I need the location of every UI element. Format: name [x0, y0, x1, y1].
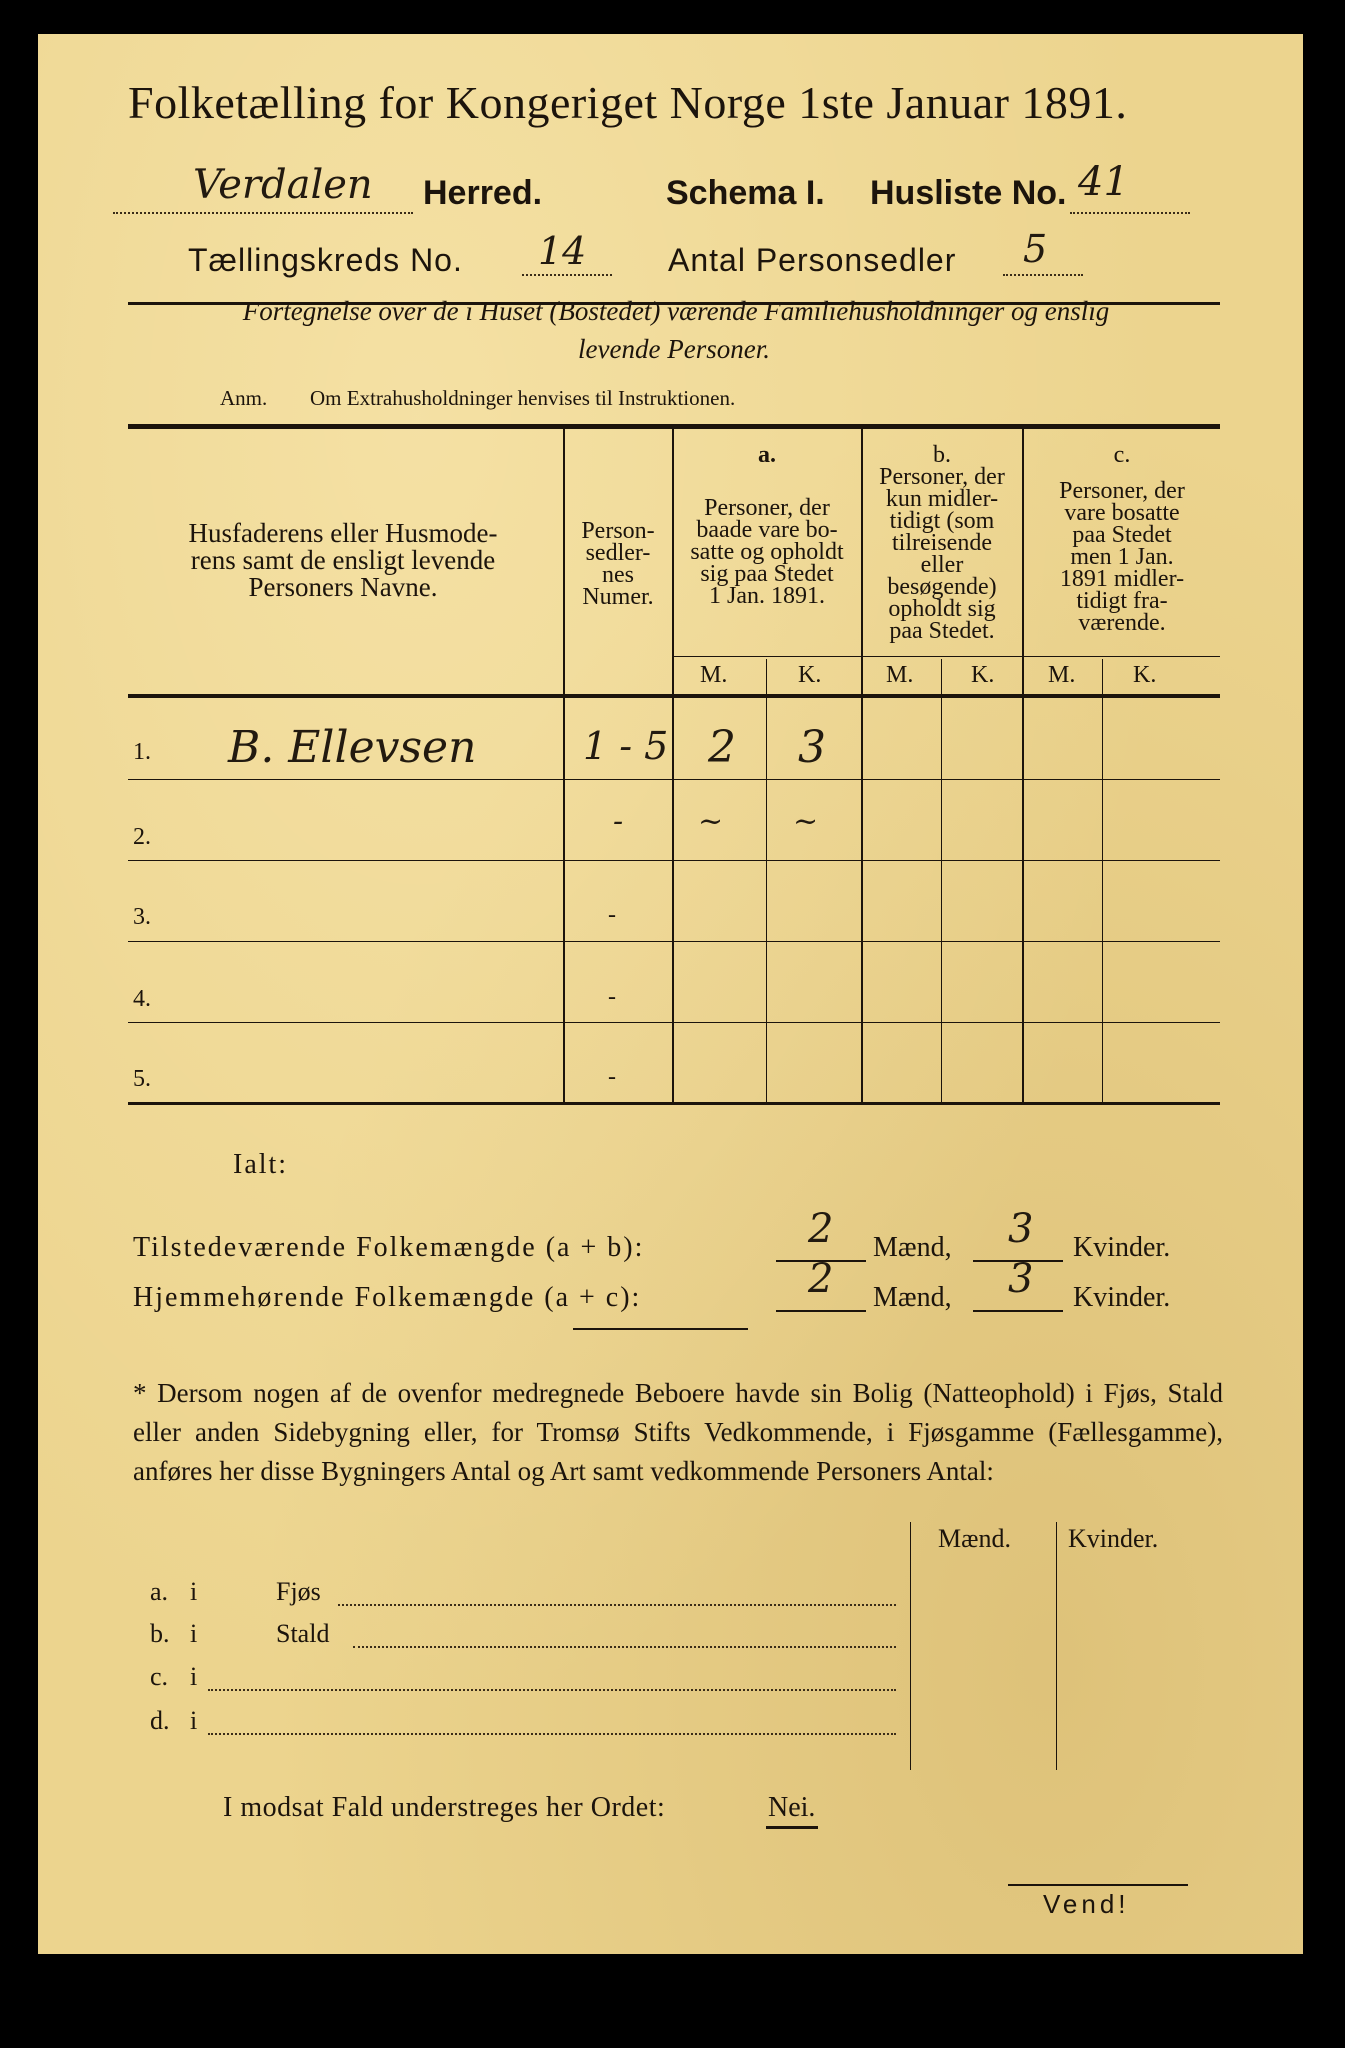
row-numer: -: [613, 804, 624, 839]
herred-line: [113, 212, 413, 214]
col-divider-mk: [1102, 659, 1103, 1104]
husliste-value: 41: [1078, 159, 1129, 205]
row-line: [128, 941, 1220, 942]
mk-label: K.: [798, 662, 822, 688]
col-a-header: Personer, der baade vare bo- satte og opholdt sig paa Stedet 1 Jan. 1891.: [690, 495, 844, 609]
herred-value: Verdalen: [193, 162, 373, 208]
antal-line: [1003, 274, 1083, 276]
row-name: B. Ellevsen: [228, 722, 477, 773]
anm-text: Om Extrahusholdninger henvises til Instruktionen.: [310, 386, 736, 410]
row-number: 4.: [133, 986, 151, 1012]
col-divider-mk: [766, 659, 767, 1104]
husliste-line: [1070, 212, 1190, 214]
row-numer: -: [608, 984, 616, 1010]
col-a-letter: a.: [758, 442, 776, 468]
separator-rule: [573, 1328, 748, 1330]
mk-label: K.: [971, 662, 995, 688]
row-a-k: ~: [793, 804, 819, 839]
col-divider-mk: [941, 659, 942, 1104]
row-number: 5.: [133, 1066, 151, 1092]
census-form: Folketælling for Kongeriget Norge 1ste Januar 1891. Verdalen Herred. Schema I. Husliste No. 41 Tællingskreds No. 14 Antal Personsedler 5 Fortegnelse over de i Huset (Bostedet) værende Familiehusholdninger og enslig levende Personer. Anm. Om Extrahusholdninger henvises til Instruktionen. Husfaderens eller Husmode- rens samt de ensligt levende Personers Navne. Person- sedler- nes Numer. a. Personer, der baade vare bo- satte og opholdt sig paa Stedet 1 Jan. 1891. b. Personer, der kun midler- tidigt (som tilreisende eller besøgende) opholdt sig paa Stedet. c. Personer, der vare bosatte paa Stedet men 1 Jan. 1891 midler- tidigt fra- værende. M. K. M. K. M. K. 1. B. Ellevsen 1 - 5 2 3 2. - ~ ~ 3. - 4. - 5. - Ialt: Tilstedeværende Folkemængde (a + b): 2 Mænd, 3 Kvinder. Hjemmehørende Folkemængde (a + c): 2 Mænd, 3 Kvinder. * Dersom nogen af de ovenfor medregnede Beboere havde sin Bolig (Natteophold) i Fjøs, Stald eller anden Sidebygning eller, for Tromsø Stifts Vedkommende, i Fjøsgamme (Fællesgamme), anføres her disse Bygningers Antal og Art samt vedkommende Personers Antal: Mænd. Kvinder. a. i Fjøs b. i Stald c. i d. i I modsat Fald understreges her Ordet: Nei. Vend!: [38, 34, 1303, 1954]
kreds-label: Tællingskreds No.: [188, 242, 463, 278]
row-a-m: ~: [698, 804, 724, 839]
vend-rule: [1008, 1884, 1188, 1886]
anm-label: Anm.: [220, 386, 268, 410]
note-col-divider: [910, 1522, 911, 1770]
row-number: 3.: [133, 904, 151, 930]
col-c-letter: c.: [1113, 442, 1131, 468]
mk-label: M.: [700, 662, 728, 688]
row-numer: 1 - 5: [583, 724, 669, 768]
col-c-header: Personer, der vare bosatte paa Stedet men 1 Jan. 1891 midler- tidigt fra- værende.: [1059, 478, 1185, 636]
note-paragraph: * Dersom nogen af de ovenfor medregnede Beboere havde sin Bolig (Natteophold) i Fjøs, Stald eller anden Sidebygning eller, for Tromsø Stifts Vedkommende, i Fjøsgamme (Fællesgamme), anføres her disse Bygningers Antal og Art samt vedkommende Personers Antal:: [133, 1378, 1223, 1486]
fald-word: Nei.: [768, 1792, 816, 1823]
total-line2-maend: Mænd,: [873, 1282, 952, 1313]
intro-line1: Fortegnelse over de i Huset (Bostedet) værende Familiehusholdninger og enslig: [242, 296, 1110, 326]
row-a-k: 3: [798, 722, 826, 773]
total-line1-kvinder: Kvinder.: [1073, 1232, 1171, 1263]
mk-label: K.: [1133, 662, 1157, 688]
note-col-divider: [1056, 1522, 1057, 1770]
row-line: [128, 1022, 1220, 1023]
total-line2-label: Hjemmehørende Folkemængde (a + c):: [133, 1282, 642, 1313]
total-line2-k-rule: [973, 1310, 1063, 1312]
note-col-maend: Mænd.: [938, 1524, 1011, 1553]
col-num-header: Person- sedler- nes Numer.: [581, 518, 655, 610]
form-title: Folketælling for Kongeriget Norge 1ste Januar 1891.: [128, 77, 1128, 128]
row-numer: -: [608, 902, 616, 928]
table-header-rule: [128, 694, 1220, 698]
total-line2-m-rule: [776, 1310, 866, 1312]
total-line2-m: 2: [808, 1256, 834, 1302]
kreds-value: 14: [538, 229, 587, 273]
antal-label: Antal Personsedler: [668, 242, 957, 278]
total-line1-maend: Mænd,: [873, 1232, 952, 1263]
vend-label: Vend!: [1043, 1889, 1130, 1919]
total-line1-label: Tilstedeværende Folkemængde (a + b):: [133, 1232, 645, 1263]
herred-label: Herred.: [423, 174, 543, 212]
total-line2-kvinder: Kvinder.: [1073, 1282, 1171, 1313]
row-number: 1.: [133, 739, 151, 765]
total-line2-k: 3: [1008, 1256, 1034, 1302]
kreds-line: [522, 274, 612, 276]
ialt-label: Ialt:: [233, 1149, 289, 1180]
mk-rule: [673, 656, 1220, 657]
row-numer: -: [608, 1064, 616, 1090]
fald-text: I modsat Fald understreges her Ordet:: [223, 1792, 666, 1823]
col-name-header: Husfaderens eller Husmode- rens samt de ensligt levende Personers Navne.: [188, 518, 498, 602]
schema-label: Schema I.: [666, 174, 825, 212]
table-top-rule: [128, 424, 1220, 429]
fald-underline: [766, 1826, 818, 1829]
note-col-kvinder: Kvinder.: [1068, 1524, 1159, 1553]
col-b-letter: b.: [933, 442, 951, 468]
row-a-m: 2: [708, 722, 736, 773]
total-line1-k: 3: [1008, 1206, 1034, 1252]
husliste-label: Husliste No.: [870, 174, 1067, 212]
col-b-header: Personer, der kun midler- tidigt (som tilreisende eller besøgende) opholdt sig paa Stedet.: [879, 464, 1005, 644]
mk-label: M.: [886, 662, 914, 688]
row-line: [128, 860, 1220, 861]
table-bottom-rule: [128, 1102, 1220, 1105]
antal-value: 5: [1023, 227, 1048, 271]
row-number: 2.: [133, 824, 151, 850]
mk-label: M.: [1048, 662, 1076, 688]
total-line1-m: 2: [808, 1206, 834, 1252]
row-line: [128, 779, 1220, 780]
intro-line2: levende Personer.: [578, 334, 770, 364]
